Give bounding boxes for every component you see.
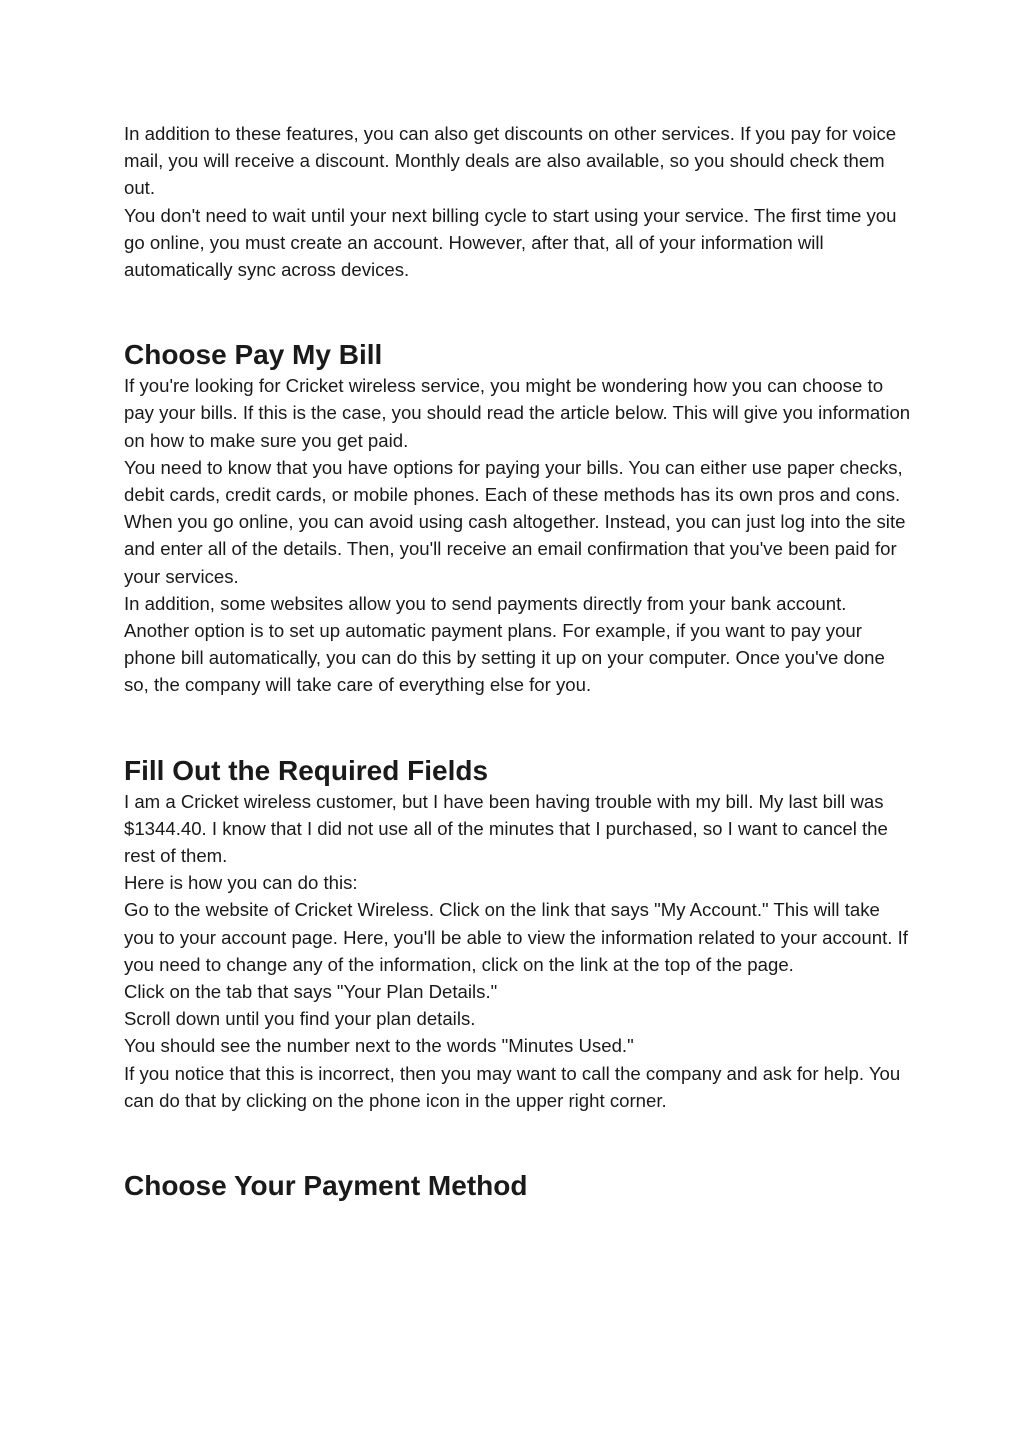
section-gap [124, 1114, 914, 1169]
paragraph: You need to know that you have options for paying your bills. You can either use paper checks, debit cards, credit cards, or mobile phones. Each of these methods has its own pros and cons. [124, 456, 903, 506]
section-choose-payment-method [124, 1169, 914, 1203]
intro-paragraph: In addition to these features, you can also get discounts on other services. If you pay for voice mail, you will receive a discount. Monthly deals are also available, so you should check them out. [124, 123, 897, 199]
intro-paragraph: You don't need to wait until your next billing cycle to start using your service. The first time you go online, you must create an account. However, after that, all of your information will automatically sync across devices. [124, 204, 897, 281]
section-gap [124, 283, 914, 338]
section-heading: Fill Out the Required Fields [124, 754, 489, 786]
paragraph: Go to the website of Cricket Wireless. Click on the link that says "My Account." This will take you to your account page. Here, you'll be able to view the information related to your account. If you need to change any of the information, click on the link at the top of the page. [124, 899, 908, 975]
paragraph: Click on the tab that says "Your Plan Details." [124, 981, 498, 1003]
intro-section [124, 120, 914, 283]
section-gap [124, 699, 914, 754]
section-fill-out-required-fields [124, 754, 914, 1114]
paragraph: In addition, some websites allow you to send payments directly from your bank account. [124, 592, 847, 614]
paragraph: You should see the number next to the words "Minutes Used." [124, 1035, 634, 1057]
paragraph: Here is how you can do this: [124, 872, 358, 894]
paragraph: If you notice that this is incorrect, then you may want to call the company and ask for help. You can do that by clicking on the phone icon in the upper right corner. [124, 1062, 901, 1111]
section-choose-pay-my-bill [124, 338, 914, 698]
document-page [124, 120, 914, 1203]
paragraph: I am a Cricket wireless customer, but I have been having trouble with my bill. My last bill was $1344.40. I know that I did not use all of the minutes that I purchased, so I want to cancel the rest of them. [124, 790, 888, 867]
section-heading: Choose Your Payment Method [124, 1170, 528, 1202]
section-heading: Choose Pay My Bill [124, 339, 383, 371]
paragraph: If you're looking for Cricket wireless service, you might be wondering how you can choose to pay your bills. If this is the case, you should read the article below. This will give you information on how to make sure you get paid. [124, 375, 911, 451]
paragraph: Scroll down until you find your plan details. [124, 1008, 476, 1030]
paragraph: When you go online, you can avoid using cash altogether. Instead, you can just log into the site and enter all of the details. Then, you'll receive an email confirmation that you've been paid for your services. [124, 511, 906, 587]
paragraph: Another option is to set up automatic payment plans. For example, if you want to pay your phone bill automatically, you can do this by setting it up on your computer. Once you've done so, the company will take care of everything else for you. [124, 620, 885, 696]
